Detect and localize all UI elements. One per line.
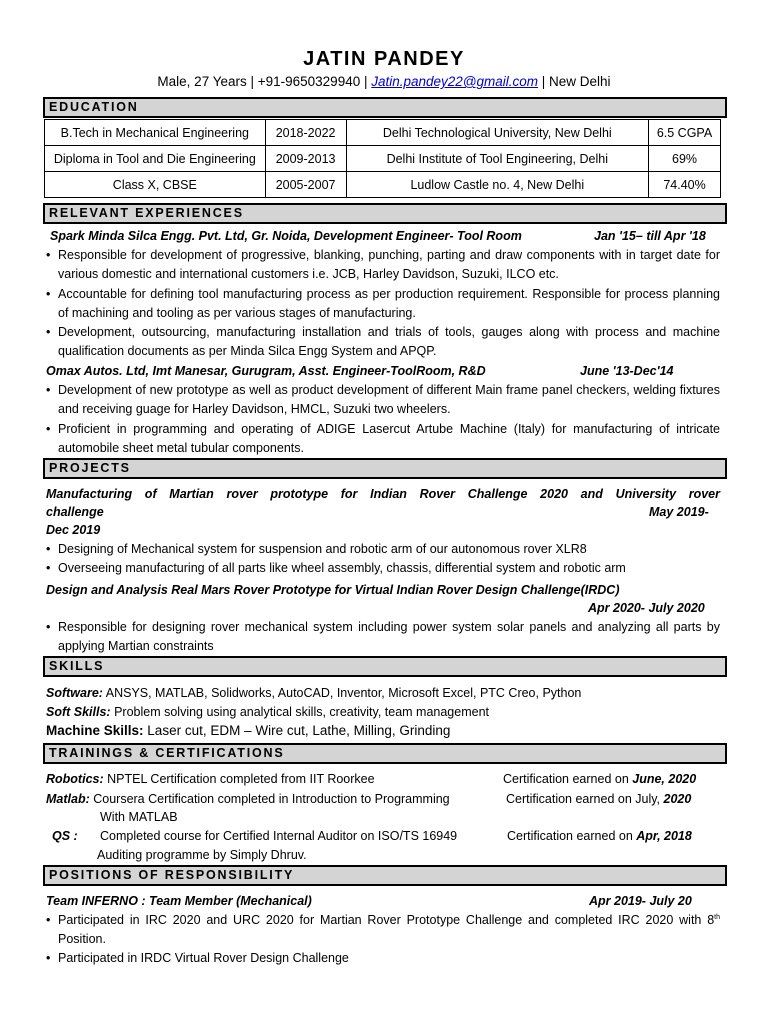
project-dates-cont: Dec 2019: [46, 523, 101, 537]
bullet-marker: •: [46, 542, 51, 556]
list-item: [46, 420, 720, 457]
score-cell: 6.5 CGPA: [649, 120, 721, 146]
table-row: [45, 172, 721, 198]
score-cell: 69%: [649, 146, 721, 172]
cert-prefix: Certification earned on July,: [506, 792, 664, 806]
training-label: Robotics:: [46, 772, 104, 786]
section-positions: POSITIONS OF RESPONSIBILITY: [43, 865, 727, 886]
training-text: NPTEL Certification completed from IIT Roorkee: [103, 772, 375, 786]
section-skills: SKILLS: [43, 656, 727, 677]
bullet-marker: •: [46, 287, 51, 301]
list-item: [46, 323, 720, 360]
position-dates: Apr 2019- July 20: [589, 894, 692, 908]
table-row: [45, 120, 721, 146]
years-cell: 2009-2013: [265, 146, 346, 172]
project-title: Manufacturing of Martian rover prototype for Indian Rover Challenge 2020 and University rover: [46, 487, 720, 501]
ordinal-suffix: th: [714, 913, 720, 921]
training-text-cont: With MATLAB: [100, 810, 178, 824]
training-cert: [507, 827, 692, 845]
cert-date: June, 2020: [632, 772, 697, 786]
bullet-text-end: Position.: [58, 931, 106, 946]
project-title-cont: challenge: [46, 505, 104, 519]
list-item: [46, 911, 720, 948]
bullet-marker: •: [46, 913, 51, 927]
training-text: Coursera Certification completed in Introduction to Programming: [89, 792, 450, 806]
skill-text: ANSYS, MATLAB, Solidworks, AutoCAD, Inventor, Microsoft Excel, PTC Creo, Python: [102, 686, 582, 700]
cert-prefix: Certification earned on: [507, 829, 637, 843]
skill-label: Machine Skills:: [46, 723, 144, 738]
bullet-text: Responsible for development of progressive, blanking, punching, parting and draw components with in target date for various domestic and international customers i.e. JCB, Harley Davidson, Suzuki, ILCO etc.: [58, 248, 720, 281]
section-experience: RELEVANT EXPERIENCES: [43, 203, 727, 224]
email-link[interactable]: Jatin.pandey22@gmail.com: [371, 74, 539, 89]
institute-cell: Ludlow Castle no. 4, New Delhi: [346, 172, 648, 198]
bullet-marker: •: [46, 248, 51, 262]
contact-location: | New Delhi: [538, 74, 611, 89]
years-cell: 2018-2022: [265, 120, 346, 146]
list-item: [46, 285, 720, 322]
institute-cell: Delhi Technological University, New Delhi: [346, 120, 648, 146]
candidate-name: JATIN PANDEY: [303, 48, 465, 70]
section-education: EDUCATION: [43, 97, 727, 118]
job-title: Spark Minda Silca Engg. Pvt. Ltd, Gr. Noida, Development Engineer- Tool Room: [50, 229, 522, 243]
contact-line: [0, 74, 768, 89]
table-row: [45, 146, 721, 172]
training-cert: [506, 790, 691, 808]
project-dates: Apr 2020- July 2020: [588, 601, 705, 615]
list-item: [46, 618, 720, 655]
skill-label: Software:: [46, 686, 103, 700]
score-cell: 74.40%: [649, 172, 721, 198]
bullet-marker: •: [46, 383, 51, 397]
skill-soft: [46, 703, 489, 721]
years-cell: 2005-2007: [265, 172, 346, 198]
training-item: [46, 790, 450, 808]
training-cert: [503, 770, 696, 788]
bullet-text: Development of new prototype as well as product development of different Main frame panel checkers, welding fixtures and receiving guage for Harley Davidson, HMCL, Suzuki two wheelers.: [58, 383, 720, 416]
bullet-text: [58, 911, 720, 948]
bullet-text: Development, outsourcing, manufacturing installation and trials of tools, gauges along with process and machine qualification documents as per Minda Silca Engg System and APQP.: [58, 325, 720, 358]
degree-cell: B.Tech in Mechanical Engineering: [45, 120, 266, 146]
bullet-text: Accountable for defining tool manufacturing process as per production requirement. Responsible for process planning of machining and tooling as per various stages of manufacturing.: [58, 287, 720, 320]
skill-software: [46, 684, 581, 702]
bullet-marker: •: [46, 325, 51, 339]
training-item: [46, 770, 375, 788]
bullet-text-main: Participated in IRC 2020 and URC 2020 for Martian Rover Prototype Challenge and completed IRC 2020 with 8: [58, 913, 715, 927]
cert-prefix: Certification earned on: [503, 772, 633, 786]
bullet-text: Proficient in programming and operating of ADIGE Lasercut Artube Machine (Italy) for manufacturing of intricate automobile sheet metal tubular components.: [58, 422, 720, 455]
list-item: [46, 246, 720, 283]
bullet-text: Overseeing manufacturing of all parts like wheel assembly, chassis, differential system and robotic arm: [58, 561, 626, 575]
list-item: [46, 949, 720, 968]
project-dates: May 2019-: [649, 505, 709, 519]
position-title: Team INFERNO : Team Member (Mechanical): [46, 894, 312, 908]
list-item: [46, 540, 720, 559]
institute-cell: Delhi Institute of Tool Engineering, Delhi: [346, 146, 648, 172]
skill-machine: [46, 722, 450, 740]
section-projects: PROJECTS: [43, 458, 727, 479]
bullet-text: Responsible for designing rover mechanical system including power system solar panels and analyzing all parts by applying Martian constraints: [58, 620, 720, 653]
degree-cell: Diploma in Tool and Die Engineering: [45, 146, 266, 172]
skill-text: Problem solving using analytical skills, creativity, team management: [110, 705, 489, 719]
skill-label: Soft Skills:: [46, 705, 111, 719]
training-label: Matlab:: [46, 792, 90, 806]
bullet-text: Participated in IRDC Virtual Rover Design Challenge: [58, 951, 349, 965]
bullet-marker: •: [46, 620, 51, 634]
degree-cell: Class X, CBSE: [45, 172, 266, 198]
training-item: [52, 827, 457, 845]
section-trainings: TRAININGS & CERTIFICATIONS: [43, 743, 727, 764]
cert-date: Apr, 2018: [636, 829, 692, 843]
training-text: Completed course for Certified Internal Auditor on ISO/TS 16949: [100, 829, 458, 843]
bullet-marker: •: [46, 951, 51, 965]
list-item: [46, 559, 720, 578]
cert-date: 2020: [663, 792, 692, 806]
project-title: Design and Analysis Real Mars Rover Prototype for Virtual Indian Rover Design Challenge(IRDC): [46, 583, 620, 597]
list-item: [46, 381, 720, 418]
bullet-text: Designing of Mechanical system for suspension and robotic arm of our autonomous rover XLR8: [58, 542, 587, 556]
skill-text: Laser cut, EDM – Wire cut, Lathe, Milling, Grinding: [143, 723, 451, 738]
training-label: QS :: [52, 829, 78, 843]
training-text-cont: Auditing programme by Simply Dhruv.: [97, 848, 307, 862]
job-dates: June '13-Dec'14: [580, 364, 674, 378]
job-title: Omax Autos. Ltd, Imt Manesar, Gurugram, Asst. Engineer-ToolRoom, R&D: [46, 364, 486, 378]
job-dates: Jan '15– till Apr '18: [594, 229, 706, 243]
education-table: [44, 119, 721, 198]
bullet-marker: •: [46, 422, 51, 436]
bullet-marker: •: [46, 561, 51, 575]
contact-details: Male, 27 Years | +91-9650329940 |: [157, 74, 372, 89]
